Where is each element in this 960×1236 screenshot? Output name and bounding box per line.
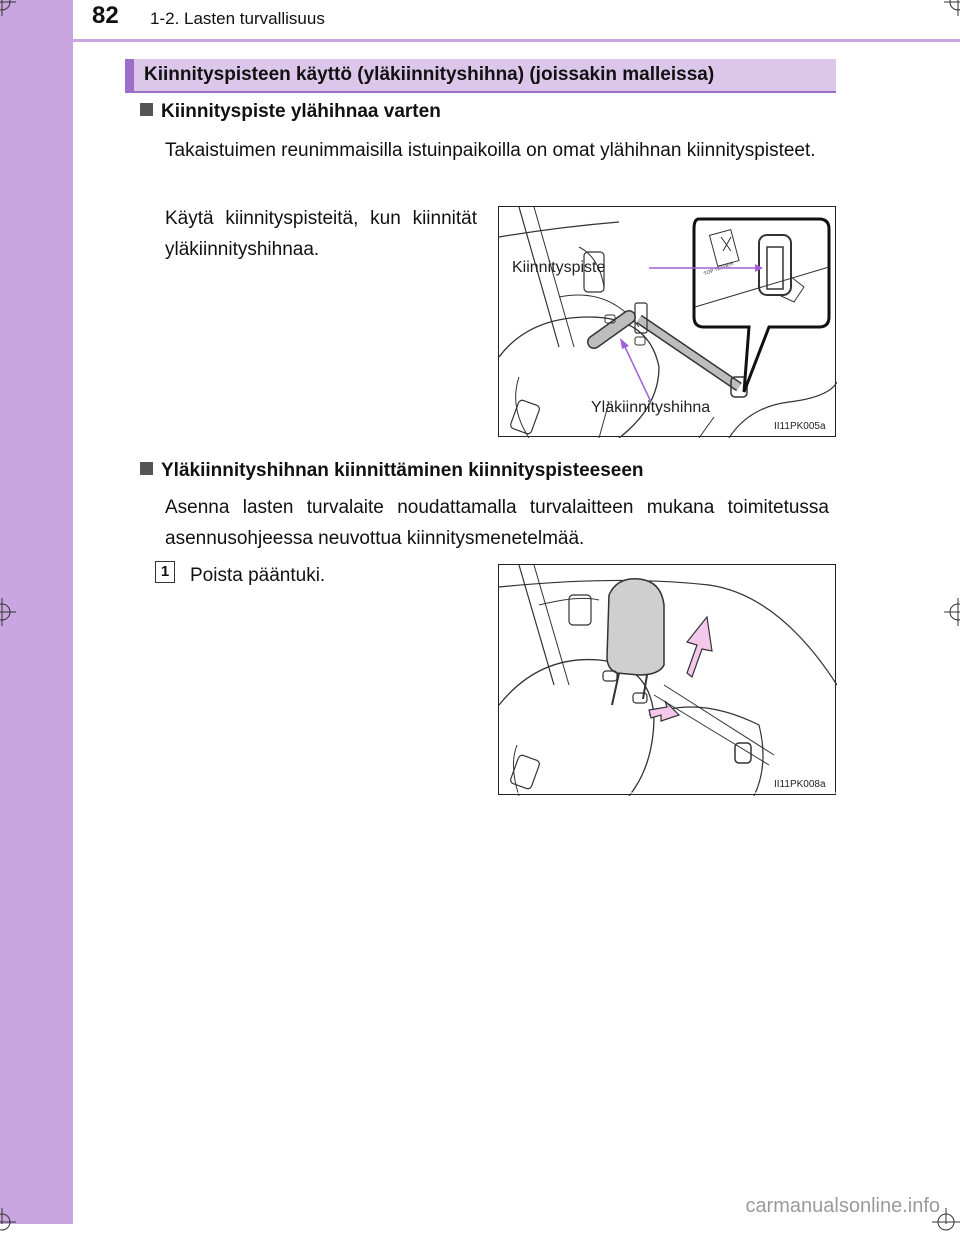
subheading-anchor-text: Kiinnityspiste ylähihnaa varten [161,101,441,122]
subheading-anchor [140,101,441,123]
paragraph-anchor-intro: Takaistuimen reunimmaisilla istuinpaikoilla on omat ylähihnan kiinnityspisteet. [165,140,816,161]
figure-anchor-point [498,206,836,437]
section-heading [125,59,836,91]
paragraph-attach-intro: Asenna lasten turvalaite noudattamalla turvalaitteen mukana toimitetussa asennusohjeessa neuvottua kiinnitysmenetelmää. [165,497,829,549]
square-bullet-icon [140,462,153,475]
figure-code: II11PK008a [774,779,826,790]
figure-code: II11PK005a [774,421,826,432]
header-rule [73,39,960,42]
step-number-badge: 1 [155,561,175,583]
figure-remove-headrest [498,564,836,795]
remove-headrest-illustration [499,565,837,796]
section-title: 1-2. Lasten turvallisuus [150,9,325,28]
section-heading-text: Kiinnityspisteen käyttö (yläkiinnityshihna) (joissakin malleissa) [144,64,715,85]
svg-text:TOP TETHER: TOP TETHER [703,260,735,278]
registration-mark-mid-right [944,598,960,626]
page-number: 82 [92,2,119,29]
registration-mark-top-right [944,0,960,16]
subheading-attach [140,460,644,482]
subheading-attach-text: Yläkiinnityshihnan kiinnittäminen kiinnityspisteeseen [161,460,644,481]
label-anchor-point: Kiinnityspiste [512,259,606,276]
registration-mark-top-left [0,0,16,16]
paragraph-anchor-usage: Käytä kiinnityspisteitä, kun kiinnität yläkiinnityshihnaa. [165,208,477,260]
registration-mark-mid-left [0,598,16,626]
square-bullet-icon [140,103,153,116]
label-top-tether-strap: Yläkiinnityshihna [591,399,711,416]
step-text: Poista pääntuki. [190,565,326,586]
registration-mark-bottom-left [0,1208,16,1236]
watermark: carmanualsonline.info [745,1195,940,1217]
section-heading-underline [125,91,836,93]
